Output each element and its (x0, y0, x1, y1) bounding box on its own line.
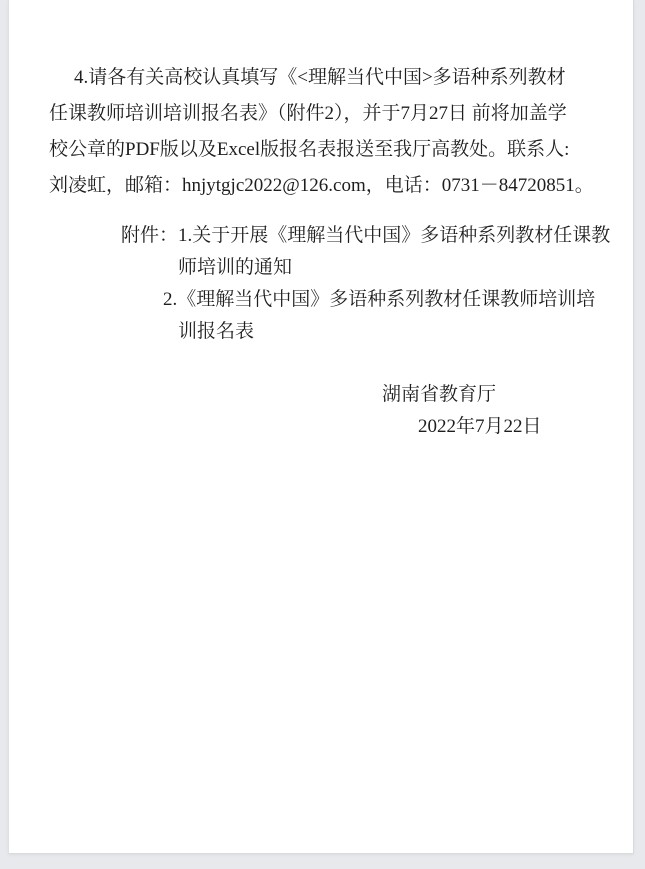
paragraph-line-4: 刘凌虹，邮箱：hnjytgjc2022@126.com，电话：0731－84720851。 (49, 175, 594, 196)
attachments-section (121, 220, 610, 348)
attachment-line-2: 师培训的通知 (178, 257, 293, 278)
attachment-line-4: 训报名表 (178, 321, 255, 342)
paragraph-line-1: 4.请各有关高校认真填写《<理解当代中国>多语种系列教材 (74, 67, 566, 88)
document-page (8, 0, 634, 854)
attachment-line-3: 2.《理解当代中国》多语种系列教材任课教师培训培 (163, 289, 596, 310)
paragraph-line-3: 校公章的PDF版以及Excel版报名表报送至我厅高教处。联系人: (49, 139, 570, 160)
paragraph-line-2: 任课教师培训培训报名表》（附件2），并于7月27日 前将加盖学 (49, 103, 567, 124)
signature-issuer: 湖南省教育厅 (382, 384, 497, 405)
attachment-line-1: 附件：1.关于开展《理解当代中国》多语种系列教材任课教 (121, 225, 611, 246)
signature-block (382, 379, 542, 443)
body-paragraph (49, 60, 594, 204)
signature-date: 2022年7月22日 (418, 416, 542, 437)
